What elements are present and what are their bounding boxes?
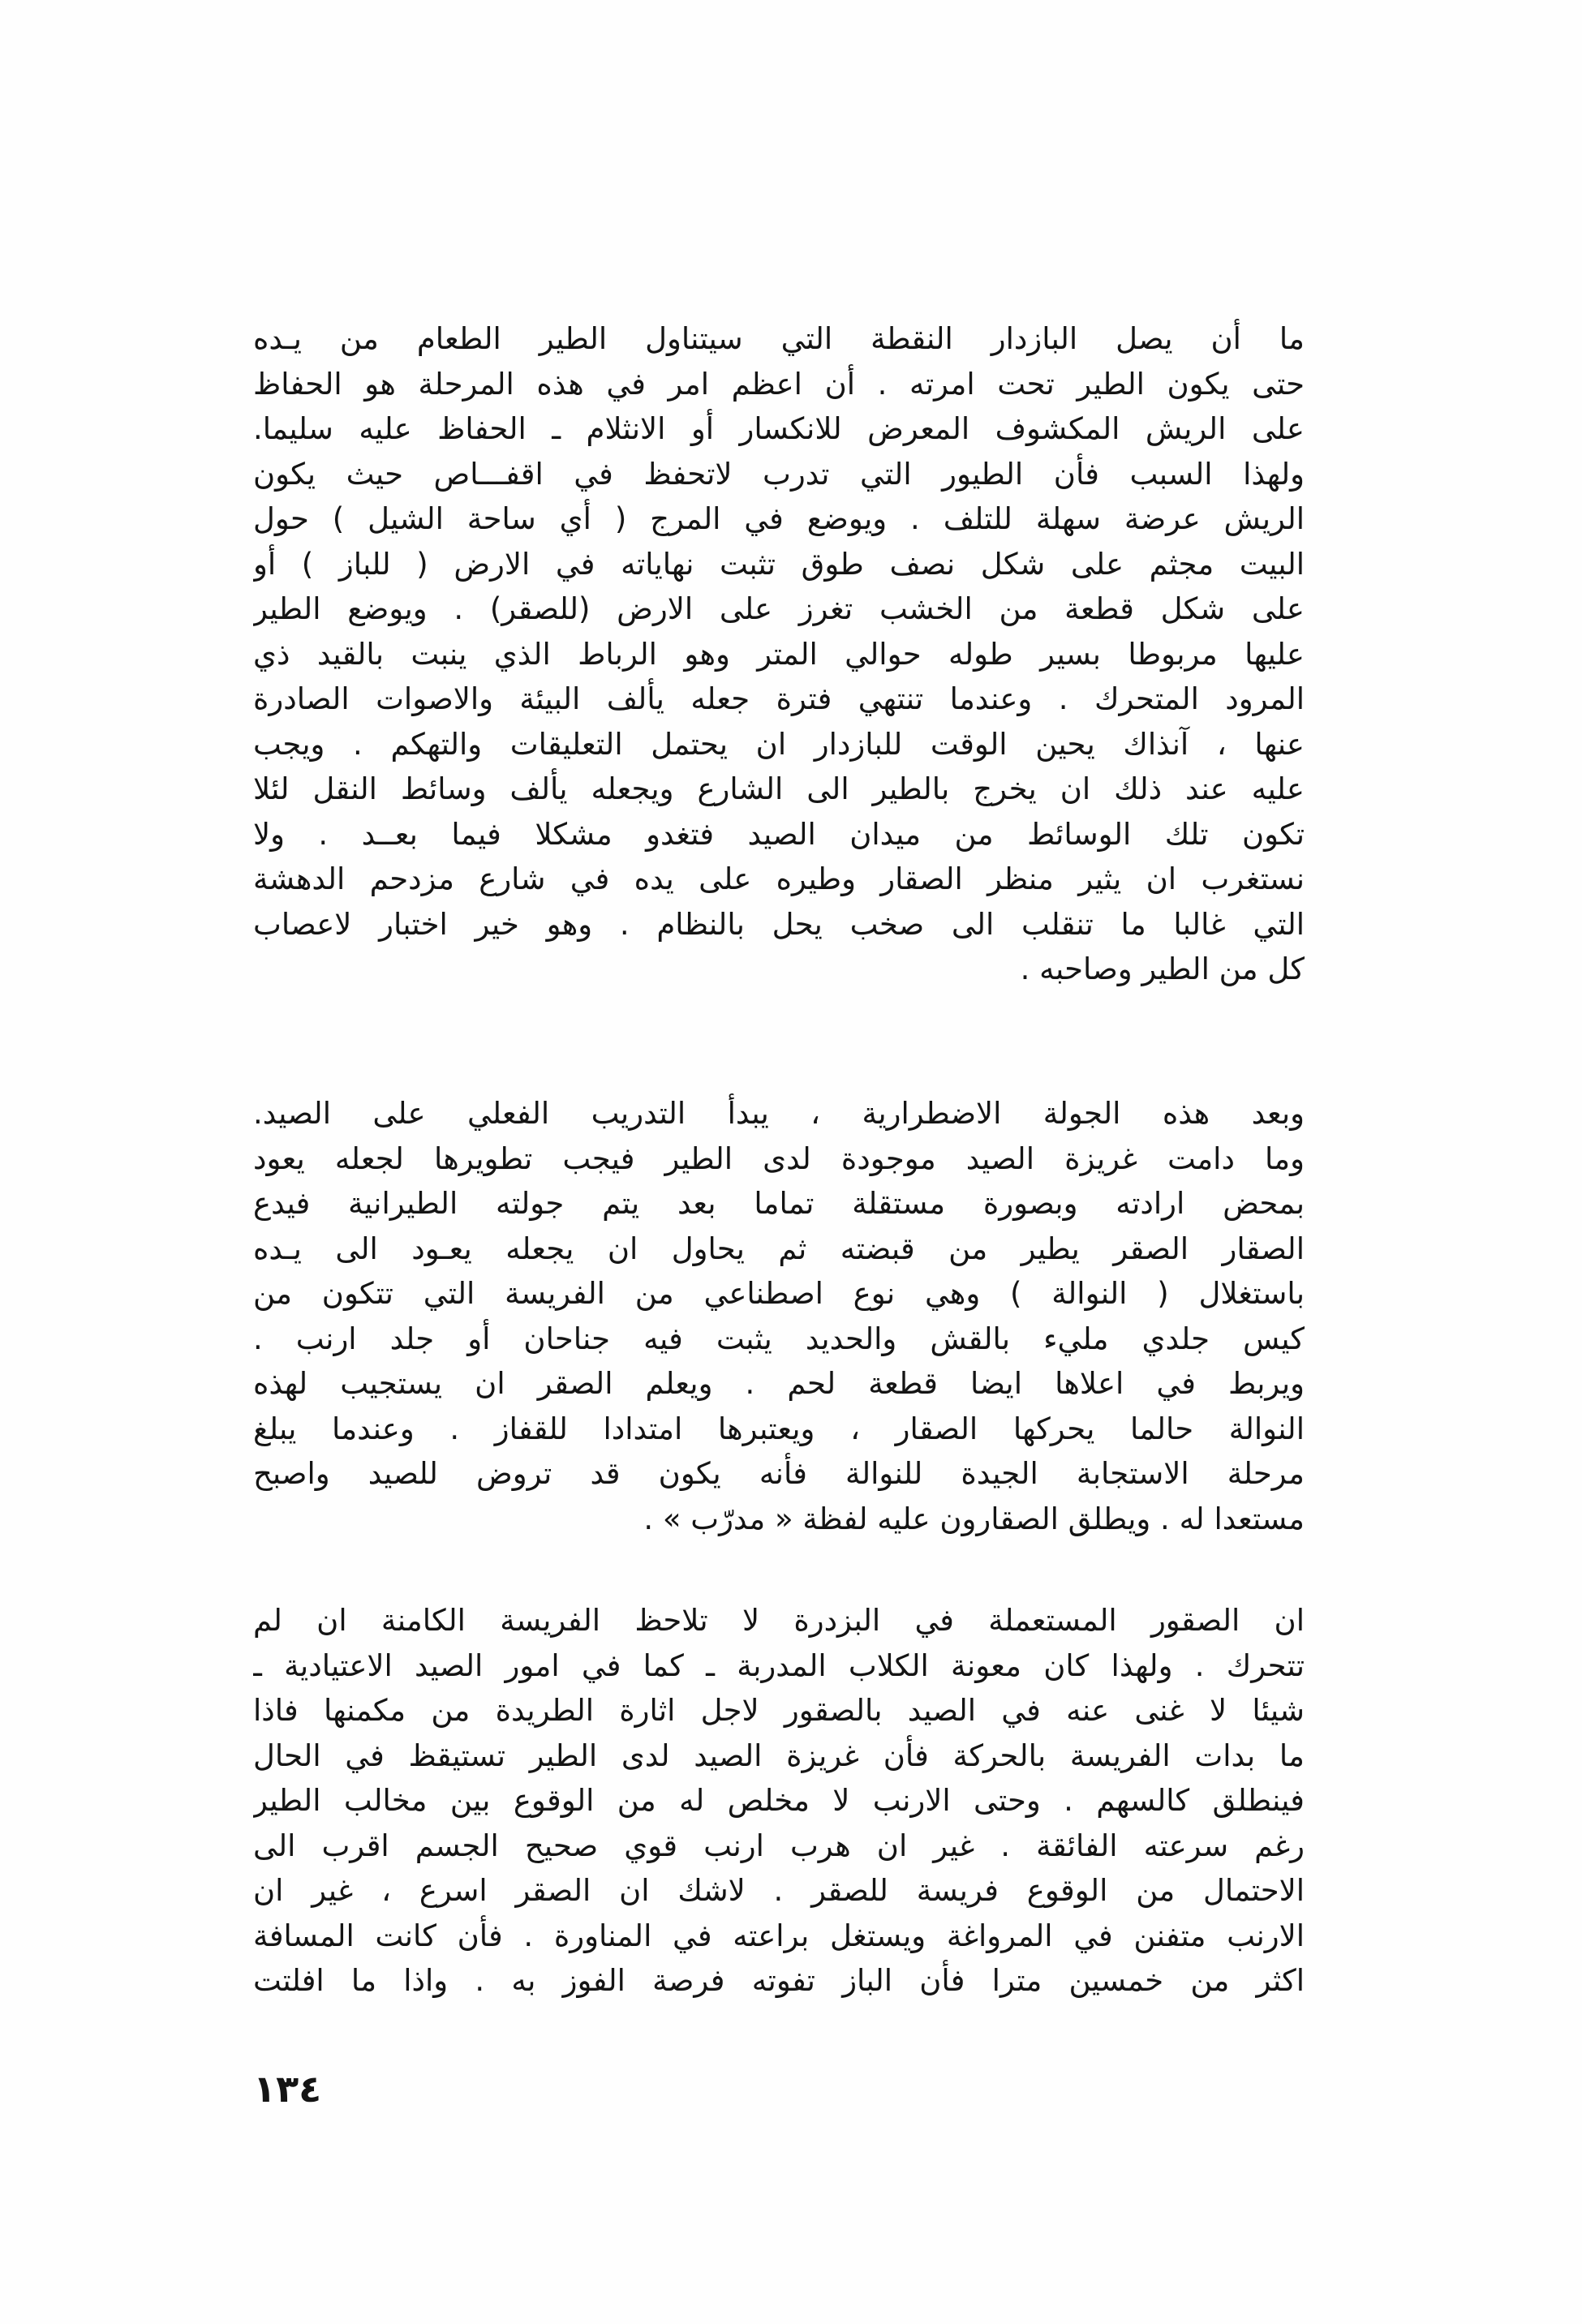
text-line: البيت مجثم على شكل نصف طوق تثبت نهاياته في الارض ( للباز ) أو <box>253 546 1305 582</box>
text-line: ويربط في اعلاها ايضا قطعة لحم . ويعلم الصقر ان يستجيب لهذه <box>253 1366 1305 1401</box>
text-line: وما دامت غريزة الصيد موجودة لدى الطير فيجب تطويرها لجعله يعود <box>253 1141 1305 1176</box>
text-line: بمحض ارادته وبصورة مستقلة تماما بعد يتم جولته الطيرانية فيدع <box>253 1186 1305 1221</box>
text-line: وبعد هذه الجولة الاضطرارية ، يبدأ التدريب الفعلي على الصيد. <box>253 1096 1305 1131</box>
text-line: نستغرب ان يثير منظر الصقار وطيره على يده في شارع مزدحم الدهشة <box>253 861 1305 896</box>
text-line: على شكل قطعة من الخشب تغرز على الارض (للصقر) . ويوضع الطير <box>253 591 1305 626</box>
text-line: الريش عرضة سهلة للتلف . ويوضع في المرج ( أي ساحة الشيل ) حول <box>253 501 1305 536</box>
text-line: التي غالبا ما تنقلب الى صخب يحل بالنظام . وهو خير اختبار لاعصاب <box>253 906 1305 942</box>
text-line: اكثر من خمسين مترا فأن الباز تفوته فرصة الفوز به . واذا ما افلتت <box>253 1963 1305 1998</box>
text-line: تتحرك . ولهذا كان معونة الكلاب المدربة ـ كما في امور الصيد الاعتيادية ـ <box>253 1647 1305 1683</box>
text-line: رغم سرعته الفائقة . غير ان هرب ارنب قوي صحيح الجسم اقرب الى <box>253 1828 1305 1863</box>
text-line: النوالة حالما يحركها الصقار ، ويعتبرها امتدادا للقفاز . وعندما يبلغ <box>253 1411 1305 1446</box>
text-line: مرحلة الاستجابة الجيدة للنوالة فأنه يكون قد تروض للصيد واصبح <box>253 1456 1305 1491</box>
page-number: ١٣٤ <box>253 2067 322 2111</box>
paragraph-1 <box>253 316 1305 992</box>
text-line: شيئا لا غنى عنه في الصيد بالصقور لاجل اثارة الطريدة من مكمنها فاذا <box>253 1693 1305 1728</box>
text-line: المرود المتحرك . وعندما تنتهي فترة جعله يألف البيئة والاصوات الصادرة <box>253 681 1305 716</box>
text-line: باستغلال ( النوالة ) وهي نوع اصطناعي من الفريسة التي تتكون من <box>253 1276 1305 1311</box>
text-line: فينطلق كالسهم . وحتى الارنب لا مخلص له من الوقوع بين مخالب الطير <box>253 1783 1305 1818</box>
text-line: حتى يكون الطير تحت امرته . أن اعظم امر في هذه المرحلة هو الحفاظ <box>253 366 1305 402</box>
text-line: الارنب متفنن في المرواغة ويستغل براعته في المناورة . فأن كانت المسافة <box>253 1918 1305 1953</box>
text-line: الصقار الصقر يطير من قبضته ثم يحاول ان يجعله يعـود الى يـده <box>253 1231 1305 1266</box>
text-line: كيس جلدي مليء بالقش والحديد يثبت فيه جناحان أو جلد ارنب . <box>253 1321 1305 1356</box>
text-line: ما بدات الفريسة بالحركة فأن غريزة الصيد لدى الطير تستيقظ في الحال <box>253 1738 1305 1773</box>
text-line: عليها مربوطا بسير طوله حوالي المتر وهو الرباط الذي ينبت بالقيد ذي <box>253 636 1305 672</box>
text-line: مستعدا له . ويطلق الصقارون عليه لفظة « مدرّب » . <box>643 1501 1305 1536</box>
text-line: على الريش المكشوف المعرض للانكسار أو الانثلام ـ الحفاظ عليه سليما. <box>253 411 1305 446</box>
text-line: تكون تلك الوسائط من ميدان الصيد فتغدو مشكلا فيما بعــد . ولا <box>253 816 1305 852</box>
text-line: عنها ، آنذاك يحين الوقت للبازدار ان يحتمل التعليقات والتهكم . ويجب <box>253 726 1305 762</box>
text-line: عليه عند ذلك ان يخرج بالطير الى الشارع ويجعله يألف وسائط النقل لئلا <box>253 771 1305 806</box>
text-line: كل من الطير وصاحبه . <box>1020 952 1305 986</box>
text-line: ان الصقور المستعملة في البزدرة لا تلاحظ الفريسة الكامنة ان لم <box>253 1603 1305 1638</box>
text-line: ولهذا السبب فأن الطيور التي تدرب لاتحفظ في اقفـــاص حيث يكون <box>253 456 1305 492</box>
text-line: الاحتمال من الوقوع فريسة للصقر . لاشك ان الصقر اسرع ، غير ان <box>253 1873 1305 1908</box>
paragraph-2 <box>253 1091 1305 1541</box>
paragraph-3 <box>253 1598 1305 2004</box>
text-line: ما أن يصل البازدار النقطة التي سيتناول الطير الطعام من يـده <box>253 321 1305 356</box>
